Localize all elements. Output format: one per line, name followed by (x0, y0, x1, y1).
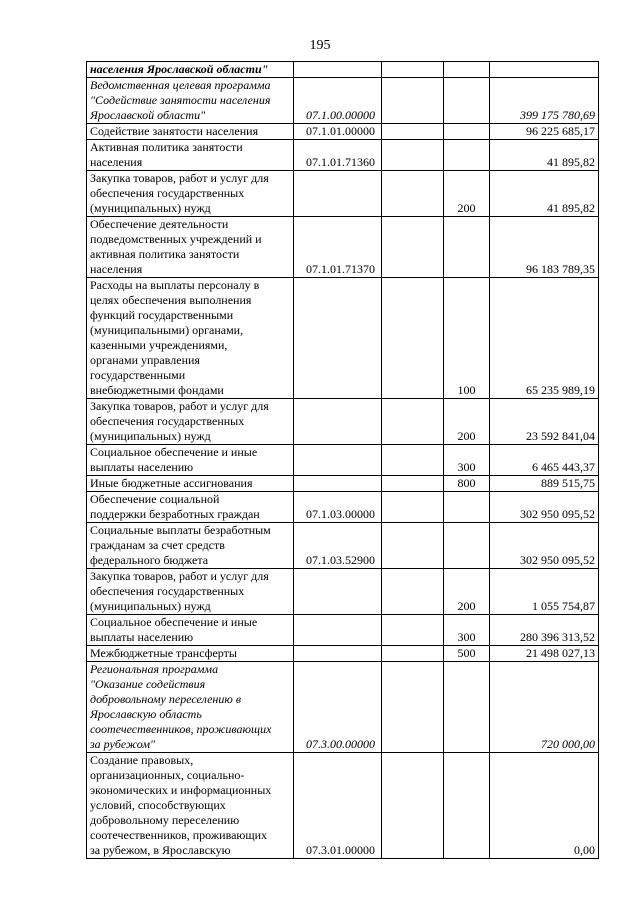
row-code-cell (294, 615, 382, 646)
row-name-cell: Социальное обеспечение и иные выплаты населению (87, 445, 294, 476)
row-sum-cell: 399 175 780,69 (490, 78, 599, 124)
budget-table-body (87, 62, 599, 859)
row-sum-cell: 0,00 (490, 753, 599, 859)
row-name-cell: Обеспечение деятельности подведомственных учреждений и активная политика занятости населения (87, 217, 294, 278)
row-name-cell: Региональная программа "Оказание содействия добровольному переселению в Ярославскую область соотечественников, проживающих за рубежом" (87, 662, 294, 753)
table-row (87, 662, 599, 753)
row-kvr-cell (444, 662, 490, 753)
row-code-cell: 07.1.00.00000 (294, 78, 382, 124)
row-code-cell: 07.1.01.71370 (294, 217, 382, 278)
row-empty-cell (382, 62, 444, 78)
row-empty-cell (382, 278, 444, 399)
row-empty-cell (382, 124, 444, 140)
row-sum-cell: 302 950 095,52 (490, 523, 599, 569)
table-row (87, 171, 599, 217)
row-sum-cell: 96 225 685,17 (490, 124, 599, 140)
row-sum-cell: 6 465 443,37 (490, 445, 599, 476)
row-kvr-cell: 500 (444, 646, 490, 662)
row-code-cell: 07.1.01.71360 (294, 140, 382, 171)
row-kvr-cell (444, 62, 490, 78)
row-sum-cell: 96 183 789,35 (490, 217, 599, 278)
row-name-cell: Закупка товаров, работ и услуг для обеспечения государственных (муниципальных) нужд (87, 399, 294, 445)
row-name-cell: Социальные выплаты безработным гражданам за счет средств федерального бюджета (87, 523, 294, 569)
row-empty-cell (382, 662, 444, 753)
row-code-cell (294, 399, 382, 445)
row-sum-cell: 41 895,82 (490, 140, 599, 171)
table-row (87, 445, 599, 476)
row-name-cell: Социальное обеспечение и иные выплаты населению (87, 615, 294, 646)
row-name-cell: Закупка товаров, работ и услуг для обеспечения государственных (муниципальных) нужд (87, 171, 294, 217)
row-kvr-cell: 200 (444, 171, 490, 217)
row-kvr-cell (444, 492, 490, 523)
row-name-cell: Обеспечение социальной поддержки безработных граждан (87, 492, 294, 523)
row-name-cell: Межбюджетные трансферты (87, 646, 294, 662)
row-code-cell: 07.3.01.00000 (294, 753, 382, 859)
row-empty-cell (382, 569, 444, 615)
row-name-cell: Иные бюджетные ассигнования (87, 476, 294, 492)
row-sum-cell: 1 055 754,87 (490, 569, 599, 615)
row-code-cell: 07.1.03.52900 (294, 523, 382, 569)
table-row (87, 78, 599, 124)
row-kvr-cell: 300 (444, 615, 490, 646)
row-code-cell: 07.1.01.00000 (294, 124, 382, 140)
row-name-cell: Создание правовых, организационных, социально- экономических и информационных условий, способствующих добровольному переселению соотечественников, проживающих за рубежом, в Ярославскую (87, 753, 294, 859)
row-name-cell: Содействие занятости населения (87, 124, 294, 140)
row-code-cell (294, 278, 382, 399)
row-code-cell (294, 445, 382, 476)
row-code-cell (294, 62, 382, 78)
row-empty-cell (382, 492, 444, 523)
table-row (87, 492, 599, 523)
table-row (87, 62, 599, 78)
row-code-cell (294, 646, 382, 662)
row-sum-cell: 302 950 095,52 (490, 492, 599, 523)
table-row (87, 753, 599, 859)
row-sum-cell: 23 592 841,04 (490, 399, 599, 445)
row-kvr-cell: 300 (444, 445, 490, 476)
row-kvr-cell: 100 (444, 278, 490, 399)
row-sum-cell: 720 000,00 (490, 662, 599, 753)
row-empty-cell (382, 615, 444, 646)
row-empty-cell (382, 476, 444, 492)
row-empty-cell (382, 78, 444, 124)
row-name-cell: Ведомственная целевая программа "Содействие занятости населения Ярославской области" (87, 78, 294, 124)
table-row (87, 615, 599, 646)
table-row (87, 646, 599, 662)
row-empty-cell (382, 217, 444, 278)
row-code-cell (294, 171, 382, 217)
row-code-cell: 07.3.00.00000 (294, 662, 382, 753)
row-kvr-cell (444, 140, 490, 171)
row-kvr-cell (444, 78, 490, 124)
row-kvr-cell: 200 (444, 569, 490, 615)
row-kvr-cell (444, 124, 490, 140)
row-sum-cell: 65 235 989,19 (490, 278, 599, 399)
row-name-cell: Расходы на выплаты персоналу в целях обеспечения выполнения функций государственными (муниципальными) органами, казенными учреждениями, органами управления государственными внебюджетными фондами (87, 278, 294, 399)
row-empty-cell (382, 171, 444, 217)
row-kvr-cell (444, 217, 490, 278)
row-empty-cell (382, 753, 444, 859)
budget-table (86, 61, 599, 859)
row-empty-cell (382, 140, 444, 171)
row-sum-cell: 889 515,75 (490, 476, 599, 492)
row-kvr-cell: 800 (444, 476, 490, 492)
row-code-cell: 07.1.03.00000 (294, 492, 382, 523)
table-row (87, 124, 599, 140)
table-row (87, 569, 599, 615)
row-sum-cell (490, 62, 599, 78)
table-row (87, 523, 599, 569)
table-row (87, 476, 599, 492)
row-empty-cell (382, 445, 444, 476)
row-empty-cell (382, 646, 444, 662)
row-kvr-cell: 200 (444, 399, 490, 445)
row-name-cell: населения Ярославской области" (87, 62, 294, 78)
table-row (87, 217, 599, 278)
row-kvr-cell (444, 523, 490, 569)
row-sum-cell: 280 396 313,52 (490, 615, 599, 646)
row-sum-cell: 21 498 027,13 (490, 646, 599, 662)
row-empty-cell (382, 399, 444, 445)
table-row (87, 278, 599, 399)
page-number: 195 (309, 38, 331, 53)
table-row (87, 399, 599, 445)
row-kvr-cell (444, 753, 490, 859)
row-name-cell: Активная политика занятости населения (87, 140, 294, 171)
row-code-cell (294, 476, 382, 492)
row-empty-cell (382, 523, 444, 569)
row-code-cell (294, 569, 382, 615)
row-sum-cell: 41 895,82 (490, 171, 599, 217)
table-row (87, 140, 599, 171)
row-name-cell: Закупка товаров, работ и услуг для обеспечения государственных (муниципальных) нужд (87, 569, 294, 615)
